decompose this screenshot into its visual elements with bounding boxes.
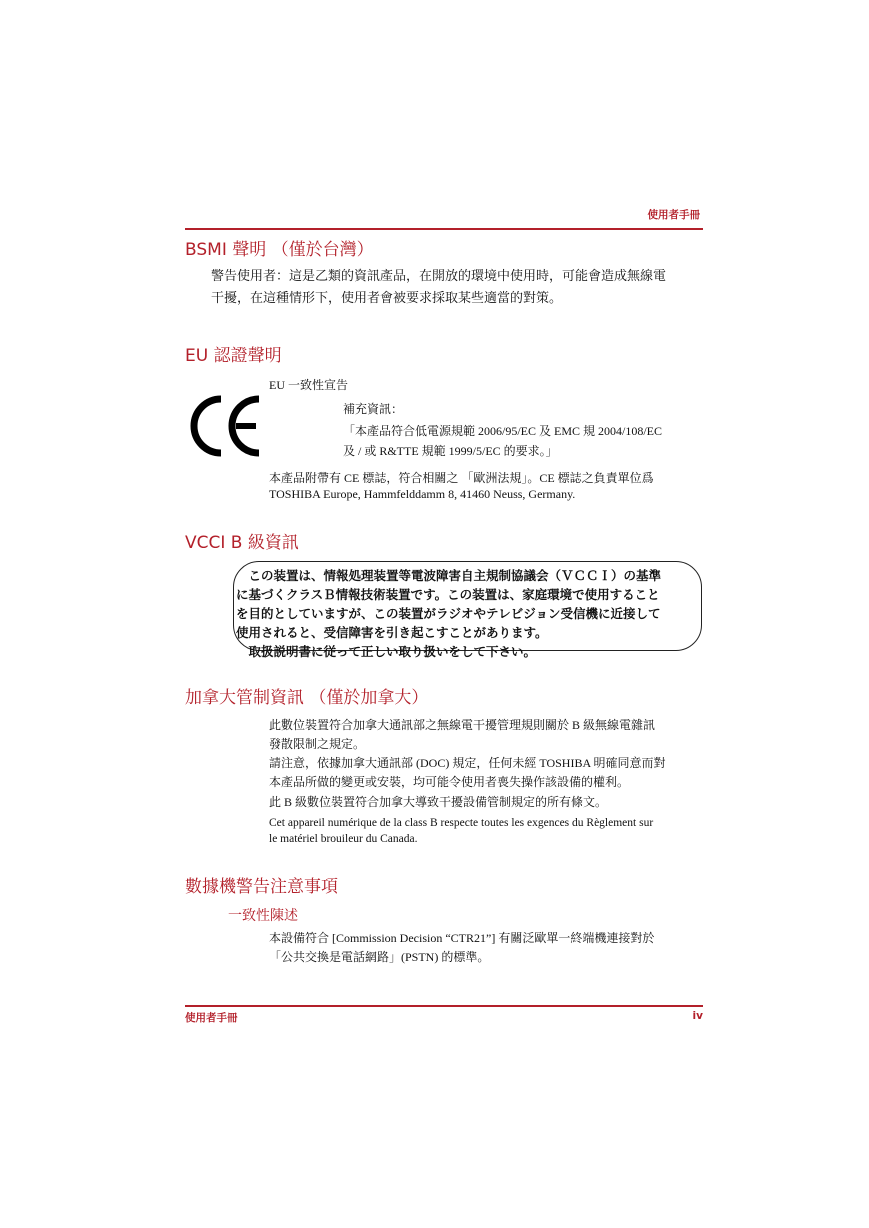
eu-quote-line: 及 / 或 R&TTE 規範 1999/5/EC 的要求。」 [343, 444, 558, 458]
vcci-line: に基づくクラスＢ情報技術装置です。この装置は、家庭環境で使用すること [236, 587, 660, 602]
eu-declaration-title: EU 一致性宣告 [269, 378, 348, 392]
eu-quote-line: 「本產品符合低電源規範 2006/95/EC 及 EMC 規 2004/108/EC [343, 424, 663, 438]
ce-mark-logo [188, 393, 264, 463]
header-rule [185, 228, 703, 230]
canada-paragraph [269, 754, 705, 792]
bsmi-notice [211, 266, 691, 310]
eu-supplement: 補充資訊： [343, 402, 404, 416]
canada-line: 本產品所做的變更或安裝，均可能令使用者喪失操作該設備的權利。 [269, 775, 630, 789]
eu-mark-line: TOSHIBA Europe, Hammfelddamm 8, 41460 Neuss, Germany. [269, 487, 576, 501]
footer-rule [185, 1005, 703, 1007]
running-header: 使用者手冊 [647, 209, 700, 221]
modem-subheading: 一致性陳述 [228, 908, 298, 924]
eu-ce-mark-text [269, 470, 705, 502]
vcci-line: 使用されると、受信障害を引き起こすことがあります。 [236, 625, 548, 640]
modem-heading: 數據機警告注意事項 [185, 877, 338, 897]
bsmi-line: 警告使用者：這是乙類的資訊產品，在開放的環境中使用時，可能會造成無線電 [211, 269, 667, 284]
modem-line: 本設備符合 [Commission Decision “CTR21”] 有關泛歐單一終端機連接對於 [269, 931, 655, 945]
modem-line: 「公共交換是電話網路」(PSTN) 的標準。 [269, 950, 490, 964]
canada-paragraph: 此 B 級數位裝置符合加拿大導致干擾設備管制規定的所有條文。 [269, 795, 608, 809]
vcci-line: を目的としていますが、この装置がラジオやテレビジョン受信機に近接して [236, 606, 661, 621]
vcci-line: この装置は、情報処理装置等電波障害自主規制協議会（ＶＣＣＩ）の基準 [236, 568, 662, 583]
canada-line: le matériel brouileur du Canada. [269, 833, 418, 845]
canada-line: Cet appareil numérique de la class B respecte toutes les exgences du Règlement sur [269, 817, 654, 829]
bsmi-line: 干擾，在這種情形下，使用者會被要求採取某些適當的對策。 [211, 291, 563, 306]
vcci-notice-text [236, 566, 702, 661]
eu-heading: EU 認證聲明 [185, 346, 282, 366]
canada-line: 請注意，依據加拿大通訊部 (DOC) 規定，任何未經 TOSHIBA 明確同意而對 [269, 756, 666, 770]
modem-paragraph [269, 929, 705, 967]
footer-title: 使用者手冊 [185, 1012, 238, 1024]
page-number: iv [692, 1010, 703, 1022]
canada-line: 發散限制之規定。 [269, 737, 366, 751]
vcci-heading: VCCI B 級資訊 [185, 533, 299, 553]
vcci-line: 取扱説明書に従って正しい取り扱いをして下さい。 [236, 644, 537, 659]
bsmi-heading: BSMI 聲明 （僅於台灣） [185, 240, 374, 260]
canada-line: 此數位裝置符合加拿大通訊部之無線電干擾管理規則關於 B 級無線電雜訊 [269, 718, 656, 732]
eu-mark-line: 本產品附帶有 CE 標誌，符合相關之 「歐洲法規」。CE 標誌之負責單位爲 [269, 471, 654, 485]
canada-paragraph [269, 716, 705, 754]
canada-heading: 加拿大管制資訊 （僅於加拿大） [185, 688, 429, 708]
canada-french-paragraph [269, 815, 705, 847]
